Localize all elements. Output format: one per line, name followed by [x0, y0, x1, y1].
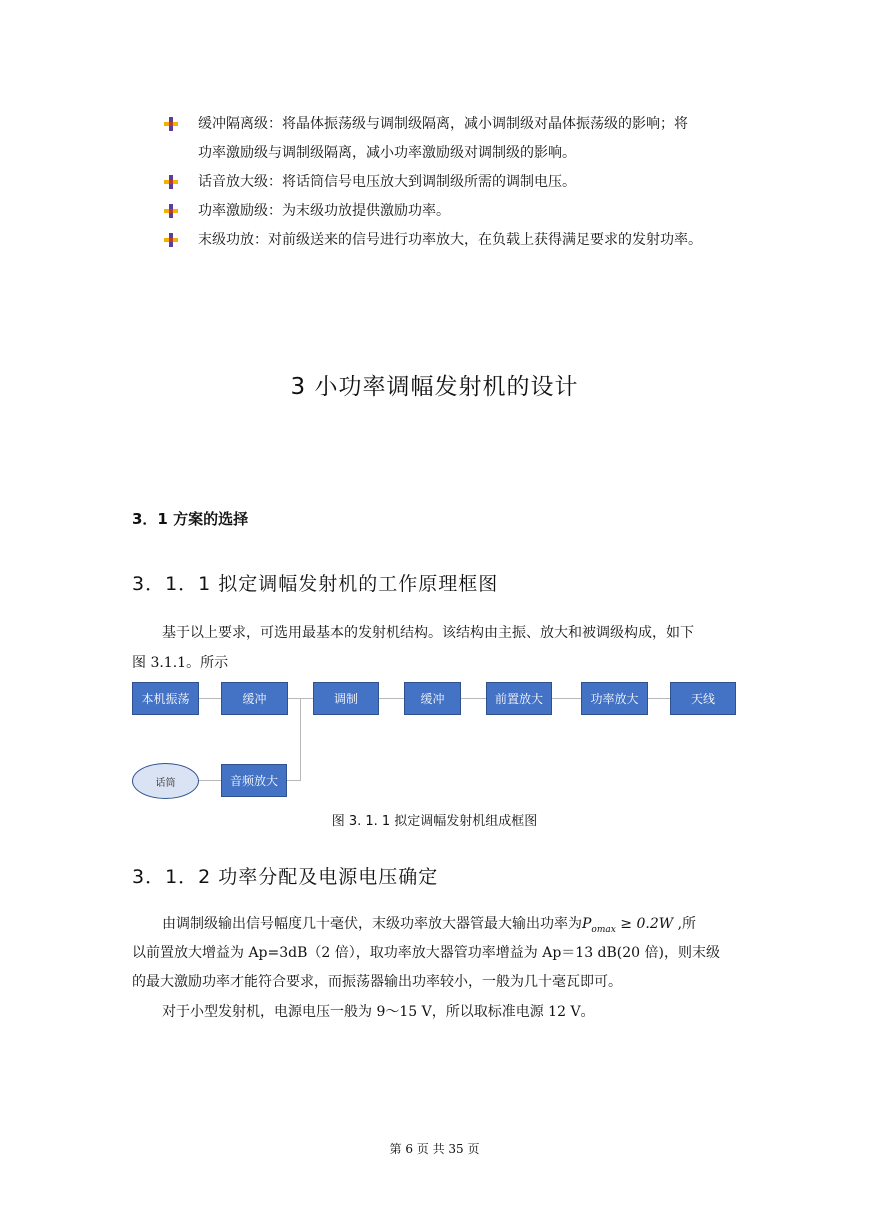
- paragraph-text: 由调制级输出信号幅度几十毫伏，末级功率放大器管最大输出功率为: [162, 916, 582, 932]
- bullet-icon: [164, 117, 178, 131]
- chapter-title: 3 小功率调幅发射机的设计: [290, 374, 579, 400]
- connector-line: [300, 698, 301, 781]
- figure-caption: 图 3. 1. 1 拟定调幅发射机组成框图: [331, 814, 538, 829]
- bullet-text: 末级功放：对前级送来的信号进行功率放大，在负载上获得满足要求的发射功率。: [198, 232, 702, 248]
- formula-subscript: omax: [591, 924, 616, 935]
- paragraph-line: 以前置放大增益为 Ap=3dB（2 倍），取功率放大器管功率增益为 Ap＝13 dB(20 倍)，则末级: [132, 945, 720, 961]
- paragraph-text: ,所: [673, 916, 697, 932]
- block-buffer: 缓冲: [221, 682, 288, 715]
- block-buffer-2: 缓冲: [404, 682, 461, 715]
- connector-line: [287, 780, 301, 781]
- paragraph-line: 基于以上要求，可选用最基本的发射机结构。该结构由主振、放大和被调级构成，如下: [162, 625, 694, 641]
- formula-value: ≥ 0.2W: [615, 916, 674, 932]
- bullet-text: 话音放大级：将话筒信号电压放大到调制级所需的调制电压。: [198, 174, 576, 190]
- bullet-text-continued: 功率激励级与调制级隔离，减小功率激励级对调制级的影响。: [198, 145, 576, 161]
- subsection-heading: 3．1．1 拟定调幅发射机的工作原理框图: [132, 573, 499, 595]
- section-heading: 3．1 方案的选择: [132, 510, 249, 528]
- formula-symbol: P: [582, 916, 592, 932]
- block-oscillator: 本机振荡: [132, 682, 199, 715]
- block-antenna: 天线: [670, 682, 736, 715]
- bullet-text: 功率激励级：为末级功放提供激励功率。: [198, 203, 450, 219]
- bullet-icon: [164, 233, 178, 247]
- block-preamp: 前置放大: [486, 682, 552, 715]
- bullet-text: 缓冲隔离级：将晶体振荡级与调制级隔离，减小调制级对晶体振荡级的影响；将: [198, 116, 688, 132]
- paragraph-line: 图 3.1.1。所示: [132, 655, 229, 671]
- connector-line: [198, 780, 221, 781]
- paragraph-line: 的最大激励功率才能符合要求，而振荡器输出功率较小，一般为几十毫瓦即可。: [132, 974, 622, 990]
- block-audio-amp: 音频放大: [221, 764, 287, 797]
- page-footer: 第 6 页 共 35 页: [389, 1142, 480, 1156]
- paragraph-line: 对于小型发射机，电源电压一般为 9～15 V，所以取标准电源 12 V。: [162, 1004, 595, 1020]
- bullet-icon: [164, 175, 178, 189]
- paragraph-line: [162, 914, 696, 940]
- subsection-heading: 3．1．2 功率分配及电源电压确定: [132, 866, 439, 888]
- power-formula: [582, 916, 674, 935]
- bullet-icon: [164, 204, 178, 218]
- block-power-amp: 功率放大: [581, 682, 648, 715]
- block-modulator: 调制: [313, 682, 379, 715]
- mic-ellipse: 话筒: [132, 763, 199, 799]
